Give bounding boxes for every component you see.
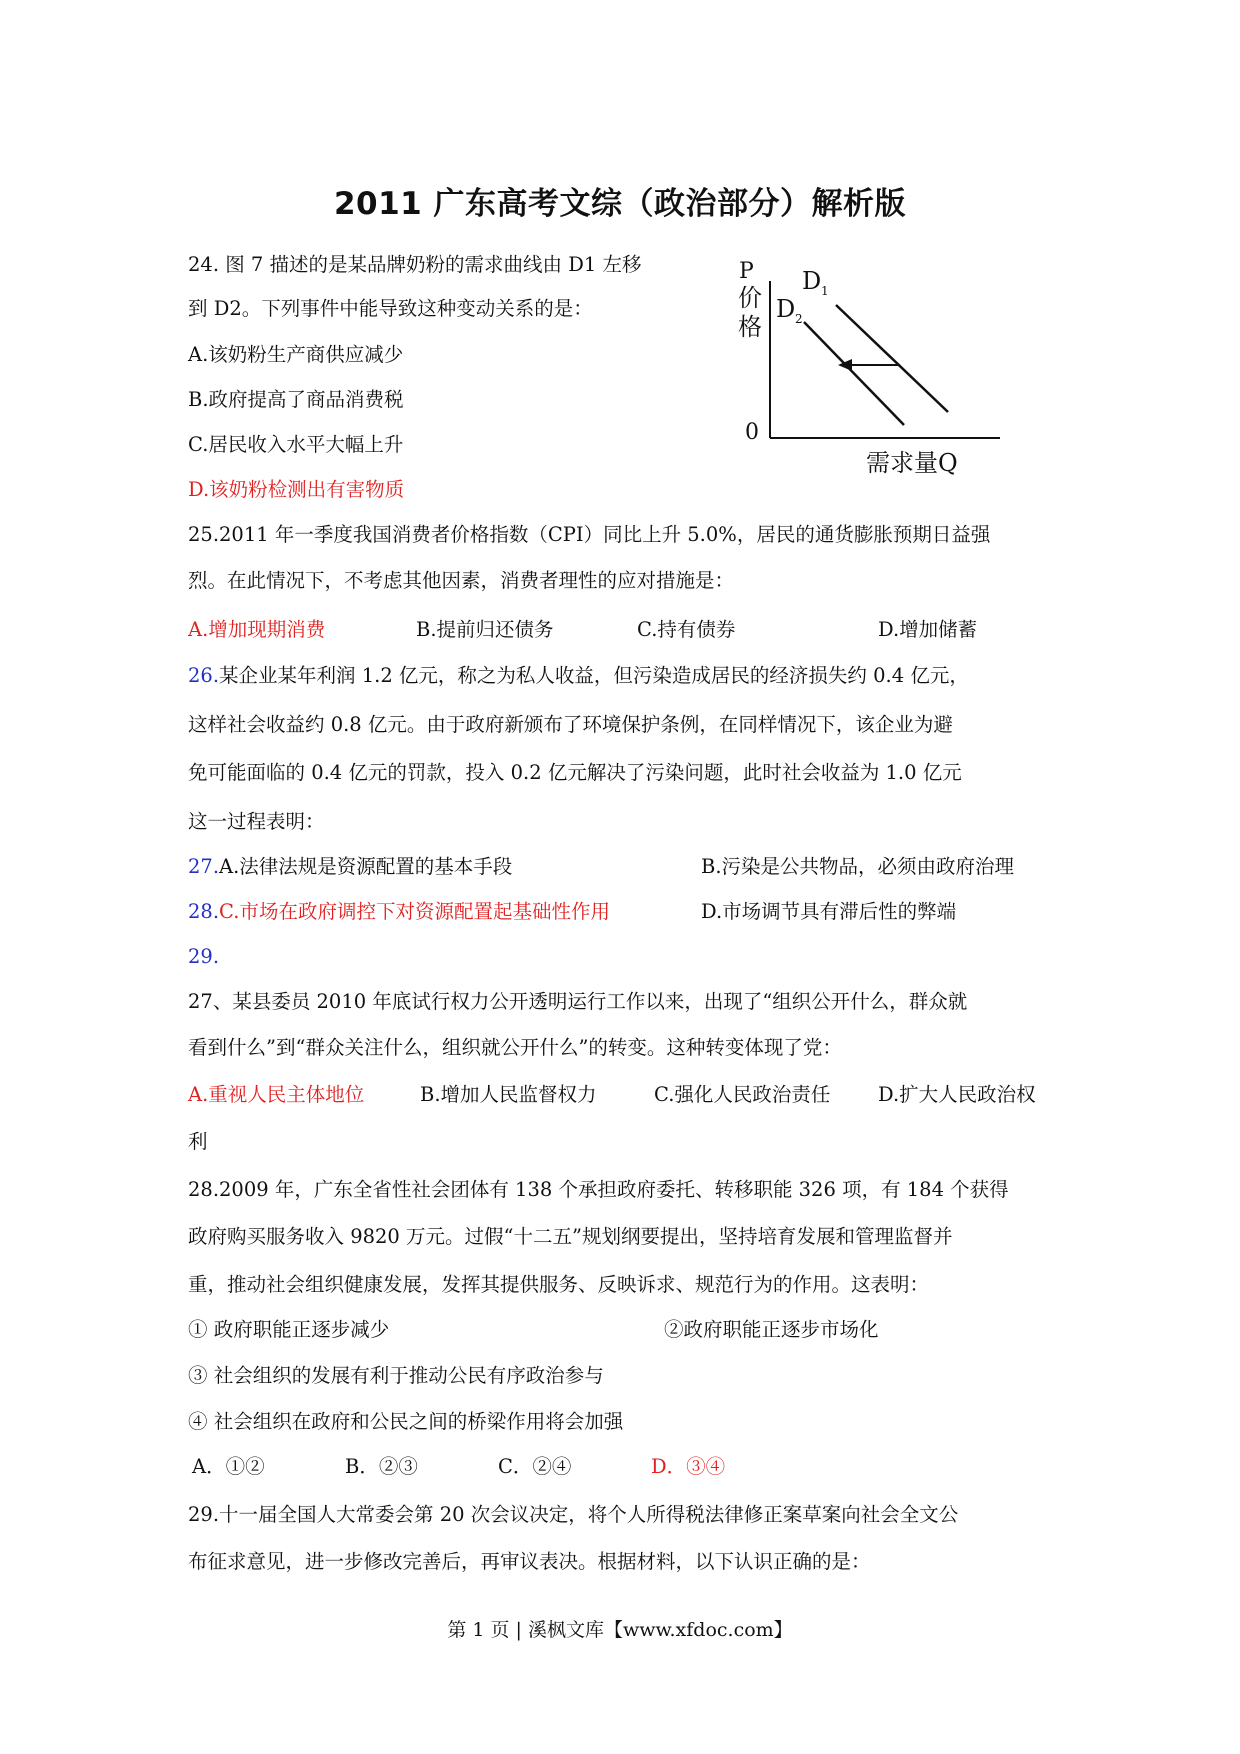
q28-option-c: C．②④	[498, 1455, 572, 1478]
q27-option-a-answer: A.重视人民主体地位	[188, 1083, 365, 1106]
q27-option-d-continued: 利	[188, 1130, 208, 1153]
q27-line-2: 看到什么”到“群众关注什么，组织就公开什么”的转变。这种转变体现了党：	[188, 1036, 842, 1059]
q26-marker-28: 28.	[188, 900, 220, 923]
y-axis-label-1: 价	[738, 284, 762, 312]
q24-option-b: B.政府提高了商品消费税	[188, 388, 404, 411]
q25-option-d: D.增加储蓄	[878, 618, 978, 641]
q24-line-2: 到 D2。下列事件中能导致这种变动关系的是：	[188, 297, 593, 320]
y-axis-label-2: 格	[738, 313, 762, 341]
q26-marker-29: 29.	[188, 945, 220, 968]
curve-d1	[836, 305, 948, 412]
q25-option-c: C.持有债券	[637, 618, 736, 641]
q26-line-1	[188, 666, 969, 686]
q26-option-c-answer: C.市场在政府调控下对资源配置起基础性作用	[219, 900, 610, 923]
q24-option-c: C.居民收入水平大幅上升	[188, 433, 404, 456]
q26-options-row-2	[188, 900, 957, 923]
q24-option-a: A.该奶粉生产商供应减少	[188, 343, 404, 366]
q25-option-a-answer: A.增加现期消费	[188, 618, 326, 641]
y-axis-letter: P	[739, 259, 754, 284]
q26-line-4: 这一过程表明：	[188, 810, 325, 833]
curve-d1-subscript: 1	[821, 284, 829, 298]
q28-line-3: 重，推动社会组织健康发展，发挥其提供服务、反映诉求、规范行为的作用。这表明：	[188, 1273, 930, 1296]
x-axis-label: 需求量Q	[866, 449, 958, 477]
q27-line-1: 27、某县委员 2010 年底试行权力公开透明运行工作以来，出现了“组织公开什么，群众就	[188, 990, 968, 1013]
q24-option-d-answer: D.该奶粉检测出有害物质	[188, 478, 405, 501]
q25-line-1: 25.2011 年一季度我国消费者价格指数（CPI）同比上升 5.0%，居民的通货膨胀预期日益强	[188, 523, 991, 546]
q29-line-2: 布征求意见，进一步修改完善后，再审议表决。根据材料，以下认识正确的是：	[188, 1550, 871, 1573]
q26-line-1-text: 某企业某年利润 1.2 亿元，称之为私人收益，但污染造成居民的经济损失约 0.4 亿元，	[219, 664, 969, 687]
demand-curve-figure	[738, 255, 1008, 480]
curve-d2-letter: D	[776, 295, 796, 323]
q26-option-d: D.市场调节具有滞后性的弊端	[701, 900, 957, 923]
q28-statement-2: ②政府职能正逐步市场化	[664, 1318, 879, 1341]
curve-d2-subscript: 2	[795, 312, 803, 326]
q26-options-row-1	[188, 855, 1015, 878]
q25-option-b: B.提前归还债务	[416, 618, 554, 641]
q27-option-d: D.扩大人民政治权	[878, 1083, 1036, 1106]
q28-statement-1: ① 政府职能正逐步减少	[188, 1318, 390, 1341]
q28-line-1: 28.2009 年，广东全省性社会团体有 138 个承担政府委托、转移职能 326 项，有 184 个获得	[188, 1178, 1009, 1201]
q26-line-3: 免可能面临的 0.4 亿元的罚款，投入 0.2 亿元解决了污染问题，此时社会收益为 1.0 亿元	[188, 761, 962, 784]
origin-label: 0	[745, 420, 759, 445]
q26-marker-27: 27.	[188, 855, 220, 878]
page-footer: 第 1 页 | 溪枫文库【www.xfdoc.com】	[447, 1619, 793, 1641]
page-title: 2011 广东高考文综（政治部分）解析版	[333, 186, 907, 222]
demand-curve-svg	[738, 255, 1008, 480]
q26-line-2: 这样社会收益约 0.8 亿元。由于政府新颁布了环境保护条例，在同样情况下，该企业为避	[188, 713, 953, 736]
q24-line-1: 24. 图 7 描述的是某品牌奶粉的需求曲线由 D1 左移	[188, 253, 642, 276]
q26-option-a: A.法律法规是资源配置的基本手段	[219, 855, 513, 878]
curve-d2	[804, 322, 904, 425]
q29-line-1: 29.十一届全国人大常委会第 20 次会议决定，将个人所得税法律修正案草案向社会全文公	[188, 1503, 959, 1526]
q28-statement-3: ③ 社会组织的发展有利于推动公民有序政治参与	[188, 1364, 604, 1387]
q28-line-2: 政府购买服务收入 9820 万元。过假“十二五”规划纲要提出，坚持培育发展和管理监督并	[188, 1225, 953, 1248]
q28-statement-4: ④ 社会组织在政府和公民之间的桥梁作用将会加强	[188, 1410, 624, 1433]
q28-option-a: A．①②	[192, 1455, 265, 1478]
q26-option-b: B.污染是公共物品，必须由政府治理	[701, 855, 1015, 878]
q26-number: 26.	[188, 664, 220, 687]
q25-line-2: 烈。在此情况下，不考虑其他因素，消费者理性的应对措施是：	[188, 569, 735, 592]
q28-option-d-answer: D．③④	[651, 1455, 726, 1478]
q27-option-b: B.增加人民监督权力	[420, 1083, 597, 1106]
q28-option-b: B．②③	[345, 1455, 418, 1478]
q27-option-c: C.强化人民政治责任	[654, 1083, 831, 1106]
curve-d1-letter: D	[802, 267, 822, 295]
